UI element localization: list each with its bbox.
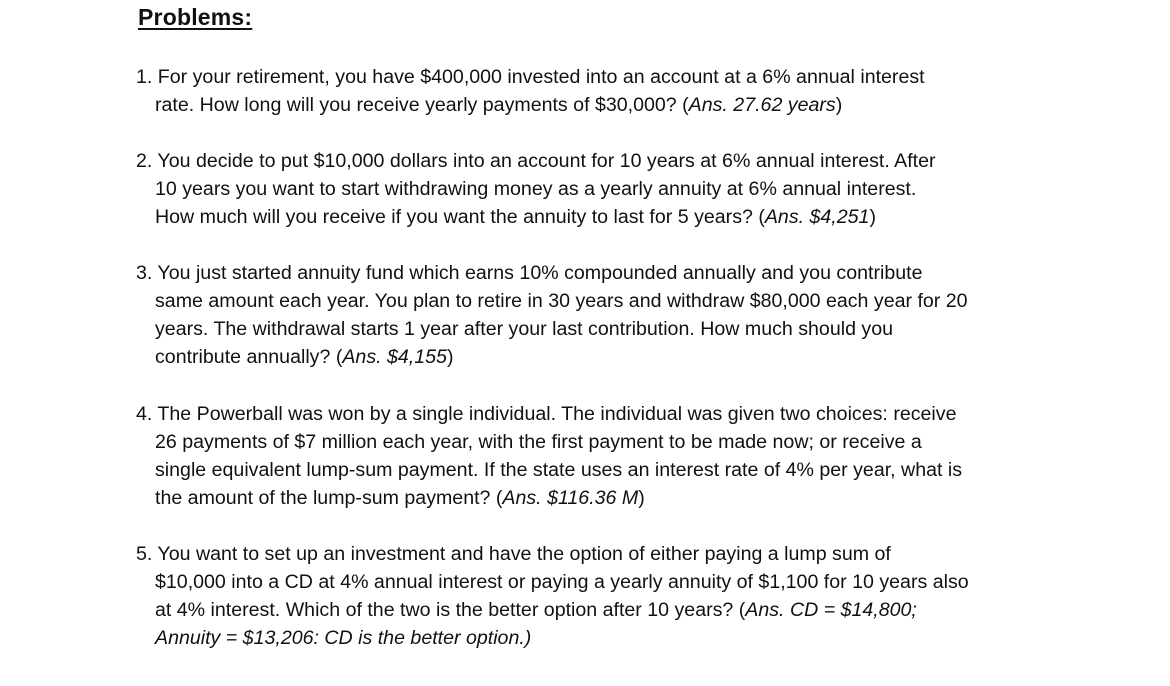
- line-text: contribute annually? (: [155, 346, 343, 368]
- line-text-after: ): [835, 94, 843, 116]
- line-text-after: ): [638, 487, 645, 509]
- line-text: 1. For your retirement, you have $400,000 invested into an account at a 6% annual interest: [136, 66, 925, 88]
- line-text: 3. You just started annuity fund which earns 10% compounded annually and you contribute: [136, 262, 923, 284]
- line-text: 2. You decide to put $10,000 dollars into an account for 10 years at 6% annual interest. After: [136, 150, 936, 172]
- problem-5: [136, 540, 1146, 652]
- problem-line: [136, 147, 1146, 175]
- line-text: the amount of the lump-sum payment? (: [155, 487, 503, 509]
- problem-2: [136, 147, 1146, 231]
- problem-line: [136, 568, 1146, 596]
- problem-line: [136, 63, 1146, 91]
- problem-line: [136, 540, 1146, 568]
- answer-text: Ans. $4,251: [764, 206, 870, 228]
- line-text: 10 years you want to start withdrawing money as a yearly annuity at 6% annual interest.: [155, 178, 917, 200]
- line-text: single equivalent lump-sum payment. If the state uses an interest rate of 4% per year, what is: [155, 459, 963, 481]
- line-text: $10,000 into a CD at 4% annual interest or paying a yearly annuity of $1,100 for 10 years also: [155, 571, 969, 593]
- answer-text: Ans. 27.62 years: [688, 94, 836, 116]
- line-text: years. The withdrawal starts 1 year after your last contribution. How much should you: [155, 318, 894, 340]
- problem-line: [136, 428, 1146, 456]
- line-text: at 4% interest. Which of the two is the better option after 10 years? (: [155, 599, 746, 621]
- problem-line: [136, 456, 1146, 484]
- problem-line: [136, 259, 1146, 287]
- line-text: 4. The Powerball was won by a single individual. The individual was given two choices: receive: [136, 403, 957, 425]
- answer-text: Ans. $116.36 M: [502, 487, 639, 509]
- answer-text: Ans. $4,155: [342, 346, 447, 368]
- answer-text: Ans. CD = $14,800;: [745, 599, 917, 621]
- problem-4: [136, 400, 1146, 512]
- line-text: How much will you receive if you want the annuity to last for 5 years? (: [155, 206, 765, 228]
- problem-3: [136, 259, 1146, 371]
- problem-line: [136, 175, 1146, 203]
- line-text: 26 payments of $7 million each year, with the first payment to be made now; or receive a: [155, 431, 922, 453]
- problem-line: [136, 400, 1146, 428]
- line-text: same amount each year. You plan to retire in 30 years and withdraw $80,000 each year for 20: [155, 290, 968, 312]
- problem-line: [136, 343, 1146, 371]
- problem-line: [136, 203, 1146, 231]
- problem-line: [136, 315, 1146, 343]
- problem-line: [136, 484, 1146, 512]
- line-text: 5. You want to set up an investment and have the option of either paying a lump sum of: [136, 543, 891, 565]
- line-text-after: ): [869, 206, 876, 228]
- line-text: rate. How long will you receive yearly payments of $30,000? (: [155, 94, 689, 116]
- problems-heading: Problems:: [138, 4, 253, 30]
- problem-line: [136, 624, 1146, 652]
- line-text-after: ): [446, 346, 454, 368]
- problem-line: [136, 287, 1146, 315]
- answer-text: Annuity = $13,206: CD is the better option.): [155, 627, 532, 649]
- problem-1: [136, 63, 1146, 119]
- problem-line: [136, 91, 1146, 119]
- problem-line: [136, 596, 1146, 624]
